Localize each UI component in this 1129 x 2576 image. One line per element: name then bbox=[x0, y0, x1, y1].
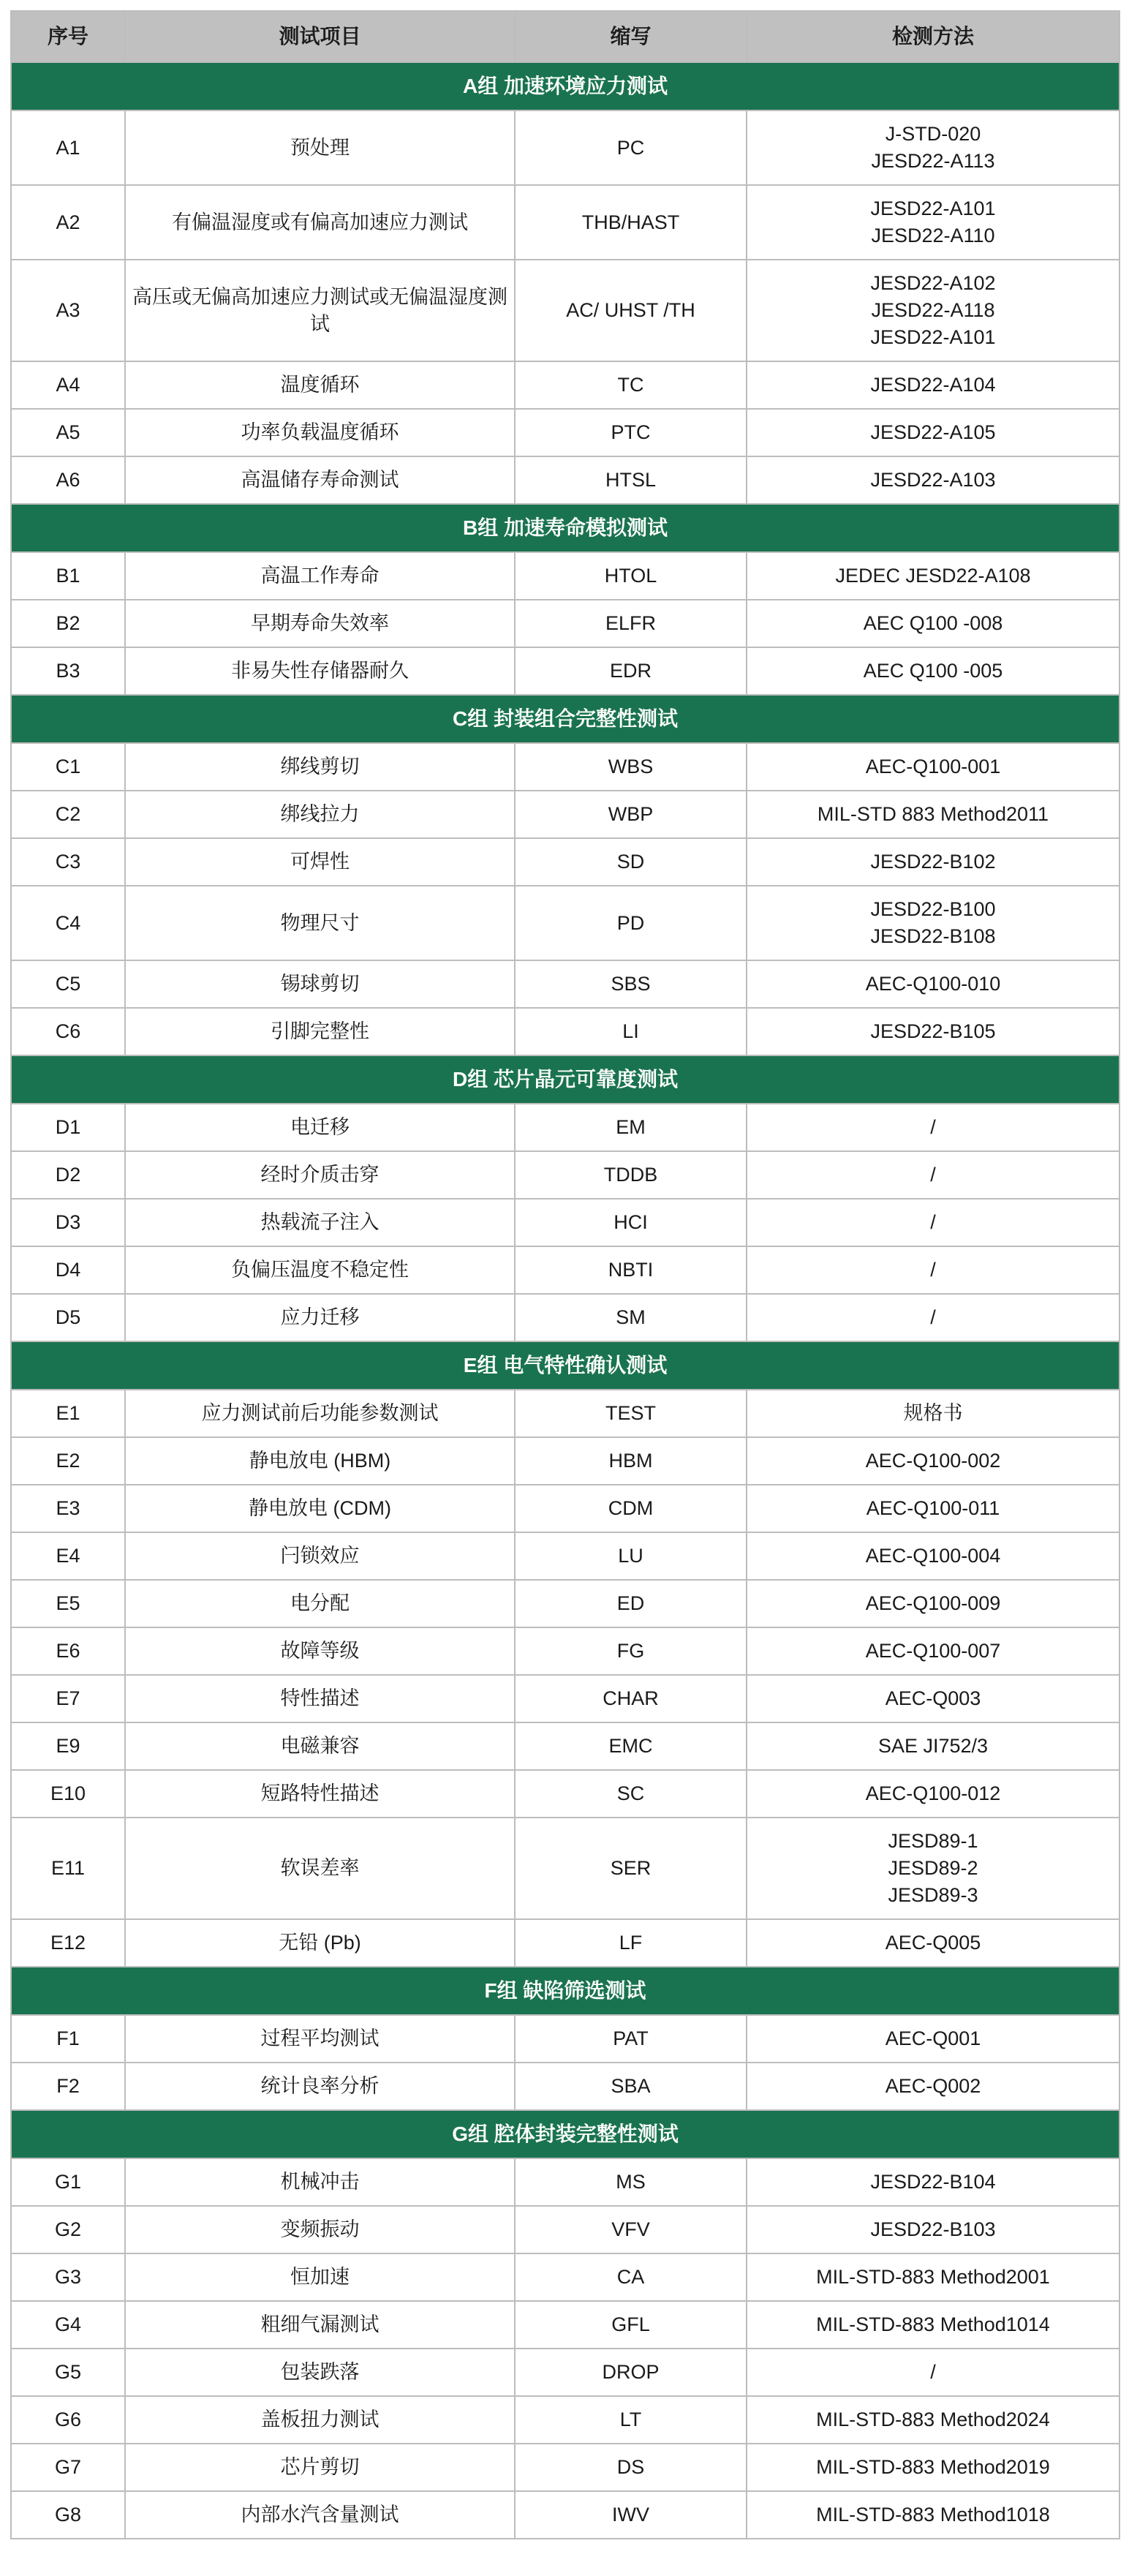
abbr-cell: HBM bbox=[515, 1437, 747, 1485]
method-cell bbox=[747, 838, 1119, 886]
row-no-cell: D5 bbox=[11, 1294, 125, 1341]
row-no-cell: E2 bbox=[11, 1437, 125, 1485]
group-title: E组 电气特性确认测试 bbox=[11, 1341, 1119, 1390]
method-line: JESD22-A102 bbox=[870, 272, 996, 294]
method-cell bbox=[747, 960, 1119, 1008]
abbr-cell: CA bbox=[515, 2253, 747, 2301]
table-row bbox=[11, 838, 1119, 886]
table-row bbox=[11, 1675, 1119, 1722]
table-row bbox=[11, 960, 1119, 1008]
abbr-cell: SER bbox=[515, 1818, 747, 1919]
method-line: / bbox=[930, 2361, 936, 2383]
method-line: MIL-STD-883 Method2019 bbox=[816, 2456, 1050, 2478]
method-cell bbox=[747, 647, 1119, 695]
method-cell bbox=[747, 185, 1119, 260]
row-no-cell: E11 bbox=[11, 1818, 125, 1919]
row-no-cell: C4 bbox=[11, 886, 125, 960]
method-line: JESD89-2 bbox=[888, 1857, 978, 1879]
table-row bbox=[11, 1580, 1119, 1627]
test-item-cell: 特性描述 bbox=[125, 1675, 515, 1722]
row-no-cell: G3 bbox=[11, 2253, 125, 2301]
row-no-cell: A6 bbox=[11, 456, 125, 504]
test-items-table bbox=[10, 10, 1120, 2539]
row-no-cell: B2 bbox=[11, 600, 125, 647]
row-no-cell: E6 bbox=[11, 1627, 125, 1675]
table-row bbox=[11, 743, 1119, 791]
method-line: JESD22-B103 bbox=[870, 2218, 996, 2240]
method-cell bbox=[747, 2301, 1119, 2349]
method-line: JESD89-1 bbox=[888, 1830, 978, 1852]
abbr-cell: WBS bbox=[515, 743, 747, 791]
test-item-cell: 恒加速 bbox=[125, 2253, 515, 2301]
abbr-cell: DROP bbox=[515, 2349, 747, 2396]
row-no-cell: A1 bbox=[11, 110, 125, 185]
method-line: MIL-STD 883 Method2011 bbox=[817, 803, 1049, 825]
method-line: JESD22-A101 bbox=[870, 326, 996, 348]
abbr-cell: MS bbox=[515, 2158, 747, 2206]
test-item-cell: 高温储存寿命测试 bbox=[125, 456, 515, 504]
test-item-cell: 物理尺寸 bbox=[125, 886, 515, 960]
group-title: G组 腔体封装完整性测试 bbox=[11, 2110, 1119, 2158]
method-cell bbox=[747, 2349, 1119, 2396]
method-line: JESD22-B105 bbox=[870, 1020, 996, 1042]
method-cell bbox=[747, 743, 1119, 791]
table-row bbox=[11, 1770, 1119, 1818]
method-line: AEC-Q100-004 bbox=[865, 1545, 1001, 1567]
row-no-cell: B1 bbox=[11, 552, 125, 600]
method-cell bbox=[747, 1390, 1119, 1437]
abbr-cell: SD bbox=[515, 838, 747, 886]
test-item-cell: 包装跌落 bbox=[125, 2349, 515, 2396]
test-item-cell: 应力迁移 bbox=[125, 1294, 515, 1341]
table-row bbox=[11, 2206, 1119, 2253]
test-item-cell: 粗细气漏测试 bbox=[125, 2301, 515, 2349]
row-no-cell: B3 bbox=[11, 647, 125, 695]
method-line: JESD22-A101 bbox=[870, 197, 996, 219]
method-cell bbox=[747, 110, 1119, 185]
group-title: A组 加速环境应力测试 bbox=[11, 62, 1119, 110]
test-item-cell: 机械冲击 bbox=[125, 2158, 515, 2206]
abbr-cell: CHAR bbox=[515, 1675, 747, 1722]
row-no-cell: A4 bbox=[11, 361, 125, 409]
group-header-row bbox=[11, 2110, 1119, 2158]
row-no-cell: G4 bbox=[11, 2301, 125, 2349]
method-cell bbox=[747, 791, 1119, 838]
abbr-cell: LU bbox=[515, 1532, 747, 1580]
abbr-cell: HTSL bbox=[515, 456, 747, 504]
abbr-cell: SBA bbox=[515, 2063, 747, 2110]
abbr-cell: TDDB bbox=[515, 1151, 747, 1199]
abbr-cell: VFV bbox=[515, 2206, 747, 2253]
test-item-cell: 热载流子注入 bbox=[125, 1199, 515, 1246]
abbr-cell: LI bbox=[515, 1008, 747, 1055]
abbr-cell: SC bbox=[515, 1770, 747, 1818]
table-row bbox=[11, 1722, 1119, 1770]
test-item-cell: 无铅 (Pb) bbox=[125, 1919, 515, 1967]
test-item-cell: 静电放电 (CDM) bbox=[125, 1485, 515, 1532]
group-header-row bbox=[11, 1967, 1119, 2015]
test-item-cell: 静电放电 (HBM) bbox=[125, 1437, 515, 1485]
test-item-cell: 锡球剪切 bbox=[125, 960, 515, 1008]
test-item-cell: 高压或无偏高加速应力测试或无偏温湿度测试 bbox=[125, 260, 515, 361]
abbr-cell: ELFR bbox=[515, 600, 747, 647]
method-line: AEC-Q100-012 bbox=[865, 1782, 1001, 1804]
test-item-cell: 盖板扭力测试 bbox=[125, 2396, 515, 2444]
method-line: AEC-Q003 bbox=[885, 1687, 981, 1709]
method-cell bbox=[747, 1627, 1119, 1675]
method-cell bbox=[747, 456, 1119, 504]
method-cell bbox=[747, 1294, 1119, 1341]
table-row bbox=[11, 2063, 1119, 2110]
test-item-cell: 绑线剪切 bbox=[125, 743, 515, 791]
row-no-cell: F2 bbox=[11, 2063, 125, 2110]
row-no-cell: E5 bbox=[11, 1580, 125, 1627]
method-line: AEC-Q100-011 bbox=[866, 1497, 1000, 1519]
method-cell bbox=[747, 361, 1119, 409]
table-row bbox=[11, 1199, 1119, 1246]
test-item-cell: 可焊性 bbox=[125, 838, 515, 886]
test-item-cell: 温度循环 bbox=[125, 361, 515, 409]
method-cell bbox=[747, 552, 1119, 600]
method-line: 规格书 bbox=[903, 1402, 963, 1424]
abbr-cell: AC/ UHST /TH bbox=[515, 260, 747, 361]
table-row bbox=[11, 2491, 1119, 2539]
row-no-cell: A5 bbox=[11, 409, 125, 456]
test-item-cell: 有偏温湿度或有偏高加速应力测试 bbox=[125, 185, 515, 260]
method-cell bbox=[747, 1722, 1119, 1770]
method-line: JESD22-B108 bbox=[870, 925, 996, 947]
abbr-cell: SM bbox=[515, 1294, 747, 1341]
method-line: JESD22-A104 bbox=[870, 374, 996, 396]
table-row bbox=[11, 1919, 1119, 1967]
method-line: J-STD-020 bbox=[885, 123, 981, 145]
test-item-cell: 内部水汽含量测试 bbox=[125, 2491, 515, 2539]
abbr-cell: LT bbox=[515, 2396, 747, 2444]
table-row bbox=[11, 260, 1119, 361]
method-cell bbox=[747, 1580, 1119, 1627]
method-cell bbox=[747, 2253, 1119, 2301]
method-cell bbox=[747, 1151, 1119, 1199]
table-body bbox=[11, 62, 1119, 2539]
method-line: AEC-Q002 bbox=[885, 2075, 981, 2097]
table-row bbox=[11, 2349, 1119, 2396]
abbr-cell: TC bbox=[515, 361, 747, 409]
abbr-cell: PTC bbox=[515, 409, 747, 456]
abbr-cell: PD bbox=[515, 886, 747, 960]
test-item-cell: 高温工作寿命 bbox=[125, 552, 515, 600]
row-no-cell: E7 bbox=[11, 1675, 125, 1722]
row-no-cell: C5 bbox=[11, 960, 125, 1008]
abbr-cell: CDM bbox=[515, 1485, 747, 1532]
method-line: JESD89-3 bbox=[888, 1884, 978, 1906]
test-item-cell: 负偏压温度不稳定性 bbox=[125, 1246, 515, 1294]
row-no-cell: E3 bbox=[11, 1485, 125, 1532]
header-row bbox=[11, 11, 1119, 62]
table-row bbox=[11, 1246, 1119, 1294]
group-header-row bbox=[11, 1341, 1119, 1390]
method-cell bbox=[747, 1104, 1119, 1151]
abbr-cell: HTOL bbox=[515, 552, 747, 600]
table-row bbox=[11, 552, 1119, 600]
test-item-cell: 预处理 bbox=[125, 110, 515, 185]
table-row bbox=[11, 1294, 1119, 1341]
row-no-cell: C1 bbox=[11, 743, 125, 791]
test-item-cell: 变频振动 bbox=[125, 2206, 515, 2253]
abbr-cell: PC bbox=[515, 110, 747, 185]
abbr-cell: GFL bbox=[515, 2301, 747, 2349]
method-cell bbox=[747, 1532, 1119, 1580]
method-line: JESD22-B104 bbox=[870, 2171, 996, 2193]
abbr-cell: HCI bbox=[515, 1199, 747, 1246]
table-row bbox=[11, 1485, 1119, 1532]
row-no-cell: C6 bbox=[11, 1008, 125, 1055]
method-line: AEC-Q001 bbox=[885, 2027, 981, 2049]
row-no-cell: G1 bbox=[11, 2158, 125, 2206]
table-row bbox=[11, 791, 1119, 838]
method-line: AEC-Q100-007 bbox=[865, 1640, 1001, 1662]
table-row bbox=[11, 1151, 1119, 1199]
method-cell bbox=[747, 260, 1119, 361]
row-no-cell: D2 bbox=[11, 1151, 125, 1199]
abbr-cell: EMC bbox=[515, 1722, 747, 1770]
test-item-cell: 非易失性存储器耐久 bbox=[125, 647, 515, 695]
abbr-cell: PAT bbox=[515, 2015, 747, 2063]
method-line: AEC-Q100-002 bbox=[865, 1450, 1001, 1472]
group-header-row bbox=[11, 695, 1119, 743]
test-item-cell: 早期寿命失效率 bbox=[125, 600, 515, 647]
method-cell bbox=[747, 1008, 1119, 1055]
table-row bbox=[11, 1104, 1119, 1151]
method-cell bbox=[747, 2491, 1119, 2539]
method-cell bbox=[747, 1675, 1119, 1722]
method-cell bbox=[747, 2063, 1119, 2110]
test-item-cell: 引脚完整性 bbox=[125, 1008, 515, 1055]
test-item-cell: 功率负载温度循环 bbox=[125, 409, 515, 456]
group-title: F组 缺陷筛选测试 bbox=[11, 1967, 1119, 2015]
method-line: SAE JI752/3 bbox=[877, 1735, 989, 1757]
method-line: AEC-Q100-001 bbox=[865, 756, 1001, 777]
row-no-cell: A3 bbox=[11, 260, 125, 361]
group-header-row bbox=[11, 1055, 1119, 1104]
method-line: / bbox=[930, 1116, 936, 1138]
group-header-row bbox=[11, 62, 1119, 110]
test-item-cell: 电分配 bbox=[125, 1580, 515, 1627]
row-no-cell: G8 bbox=[11, 2491, 125, 2539]
method-cell bbox=[747, 1199, 1119, 1246]
method-line: MIL-STD-883 Method2001 bbox=[816, 2266, 1050, 2288]
method-cell bbox=[747, 2444, 1119, 2491]
method-cell bbox=[747, 600, 1119, 647]
table-row bbox=[11, 409, 1119, 456]
table-row bbox=[11, 600, 1119, 647]
abbr-cell: IWV bbox=[515, 2491, 747, 2539]
method-cell bbox=[747, 2015, 1119, 2063]
method-cell bbox=[747, 1485, 1119, 1532]
row-no-cell: E1 bbox=[11, 1390, 125, 1437]
method-cell bbox=[747, 886, 1119, 960]
test-item-cell: 闩锁效应 bbox=[125, 1532, 515, 1580]
method-line: JEDEC JESD22-A108 bbox=[835, 565, 1031, 587]
abbr-cell: ED bbox=[515, 1580, 747, 1627]
row-no-cell: D4 bbox=[11, 1246, 125, 1294]
abbr-cell: NBTI bbox=[515, 1246, 747, 1294]
table-row bbox=[11, 886, 1119, 960]
group-header-row bbox=[11, 504, 1119, 552]
test-item-cell: 电迁移 bbox=[125, 1104, 515, 1151]
method-line: JESD22-A118 bbox=[871, 299, 995, 321]
row-no-cell: F1 bbox=[11, 2015, 125, 2063]
table-row bbox=[11, 2396, 1119, 2444]
table-row bbox=[11, 110, 1119, 185]
col-header-method: 检测方法 bbox=[747, 11, 1119, 62]
method-cell bbox=[747, 1818, 1119, 1919]
table-row bbox=[11, 2444, 1119, 2491]
col-header-test-item: 测试项目 bbox=[125, 11, 515, 62]
row-no-cell: D3 bbox=[11, 1199, 125, 1246]
abbr-cell: EM bbox=[515, 1104, 747, 1151]
col-header-abbr: 缩写 bbox=[515, 11, 747, 62]
test-item-cell: 统计良率分析 bbox=[125, 2063, 515, 2110]
test-item-cell: 软误差率 bbox=[125, 1818, 515, 1919]
test-item-cell: 经时介质击穿 bbox=[125, 1151, 515, 1199]
row-no-cell: G7 bbox=[11, 2444, 125, 2491]
method-line: / bbox=[930, 1259, 936, 1281]
method-cell bbox=[747, 1246, 1119, 1294]
method-line: AEC-Q100-010 bbox=[865, 973, 1001, 995]
method-line: MIL-STD-883 Method2024 bbox=[816, 2409, 1050, 2430]
test-item-cell: 绑线拉力 bbox=[125, 791, 515, 838]
abbr-cell: DS bbox=[515, 2444, 747, 2491]
method-cell bbox=[747, 409, 1119, 456]
table-row bbox=[11, 2015, 1119, 2063]
method-line: JESD22-A105 bbox=[870, 421, 996, 443]
row-no-cell: E4 bbox=[11, 1532, 125, 1580]
method-cell bbox=[747, 2396, 1119, 2444]
method-line: MIL-STD-883 Method1018 bbox=[816, 2504, 1050, 2526]
group-title: B组 加速寿命模拟测试 bbox=[11, 504, 1119, 552]
abbr-cell: TEST bbox=[515, 1390, 747, 1437]
row-no-cell: G5 bbox=[11, 2349, 125, 2396]
table-row bbox=[11, 2253, 1119, 2301]
method-line: JESD22-A103 bbox=[870, 469, 996, 491]
abbr-cell: THB/HAST bbox=[515, 185, 747, 260]
row-no-cell: G2 bbox=[11, 2206, 125, 2253]
row-no-cell: E10 bbox=[11, 1770, 125, 1818]
method-cell bbox=[747, 2158, 1119, 2206]
row-no-cell: D1 bbox=[11, 1104, 125, 1151]
table-row bbox=[11, 2158, 1119, 2206]
method-line: AEC Q100 -005 bbox=[863, 660, 1003, 682]
table-row bbox=[11, 1008, 1119, 1055]
method-line: / bbox=[930, 1211, 936, 1233]
method-line: AEC Q100 -008 bbox=[863, 612, 1003, 634]
abbr-cell: FG bbox=[515, 1627, 747, 1675]
abbr-cell: WBP bbox=[515, 791, 747, 838]
table-row bbox=[11, 1627, 1119, 1675]
row-no-cell: A2 bbox=[11, 185, 125, 260]
method-line: JESD22-B100 bbox=[870, 898, 996, 920]
row-no-cell: C2 bbox=[11, 791, 125, 838]
method-line: AEC-Q100-009 bbox=[865, 1592, 1001, 1614]
table-row bbox=[11, 361, 1119, 409]
test-item-cell: 芯片剪切 bbox=[125, 2444, 515, 2491]
row-no-cell: E12 bbox=[11, 1919, 125, 1967]
table-row bbox=[11, 1532, 1119, 1580]
group-title: C组 封装组合完整性测试 bbox=[11, 695, 1119, 743]
test-item-cell: 过程平均测试 bbox=[125, 2015, 515, 2063]
table-row bbox=[11, 1818, 1119, 1919]
method-line: MIL-STD-883 Method1014 bbox=[816, 2313, 1050, 2335]
table-row bbox=[11, 456, 1119, 504]
test-item-cell: 电磁兼容 bbox=[125, 1722, 515, 1770]
table-row bbox=[11, 647, 1119, 695]
method-line: / bbox=[930, 1164, 936, 1186]
method-cell bbox=[747, 1437, 1119, 1485]
table-row bbox=[11, 185, 1119, 260]
test-item-cell: 短路特性描述 bbox=[125, 1770, 515, 1818]
table-row bbox=[11, 1437, 1119, 1485]
test-item-cell: 应力测试前后功能参数测试 bbox=[125, 1390, 515, 1437]
abbr-cell: LF bbox=[515, 1919, 747, 1967]
col-header-no: 序号 bbox=[11, 11, 125, 62]
method-cell bbox=[747, 1919, 1119, 1967]
method-line: JESD22-A113 bbox=[871, 150, 995, 172]
method-line: JESD22-A110 bbox=[871, 225, 995, 246]
method-line: AEC-Q005 bbox=[885, 1932, 981, 1954]
method-line: JESD22-B102 bbox=[870, 851, 996, 873]
abbr-cell: EDR bbox=[515, 647, 747, 695]
method-cell bbox=[747, 2206, 1119, 2253]
method-cell bbox=[747, 1770, 1119, 1818]
row-no-cell: C3 bbox=[11, 838, 125, 886]
method-line: / bbox=[930, 1306, 936, 1328]
row-no-cell: G6 bbox=[11, 2396, 125, 2444]
group-title: D组 芯片晶元可靠度测试 bbox=[11, 1055, 1119, 1104]
table-row bbox=[11, 1390, 1119, 1437]
test-item-cell: 故障等级 bbox=[125, 1627, 515, 1675]
abbr-cell: SBS bbox=[515, 960, 747, 1008]
table-row bbox=[11, 2301, 1119, 2349]
row-no-cell: E9 bbox=[11, 1722, 125, 1770]
